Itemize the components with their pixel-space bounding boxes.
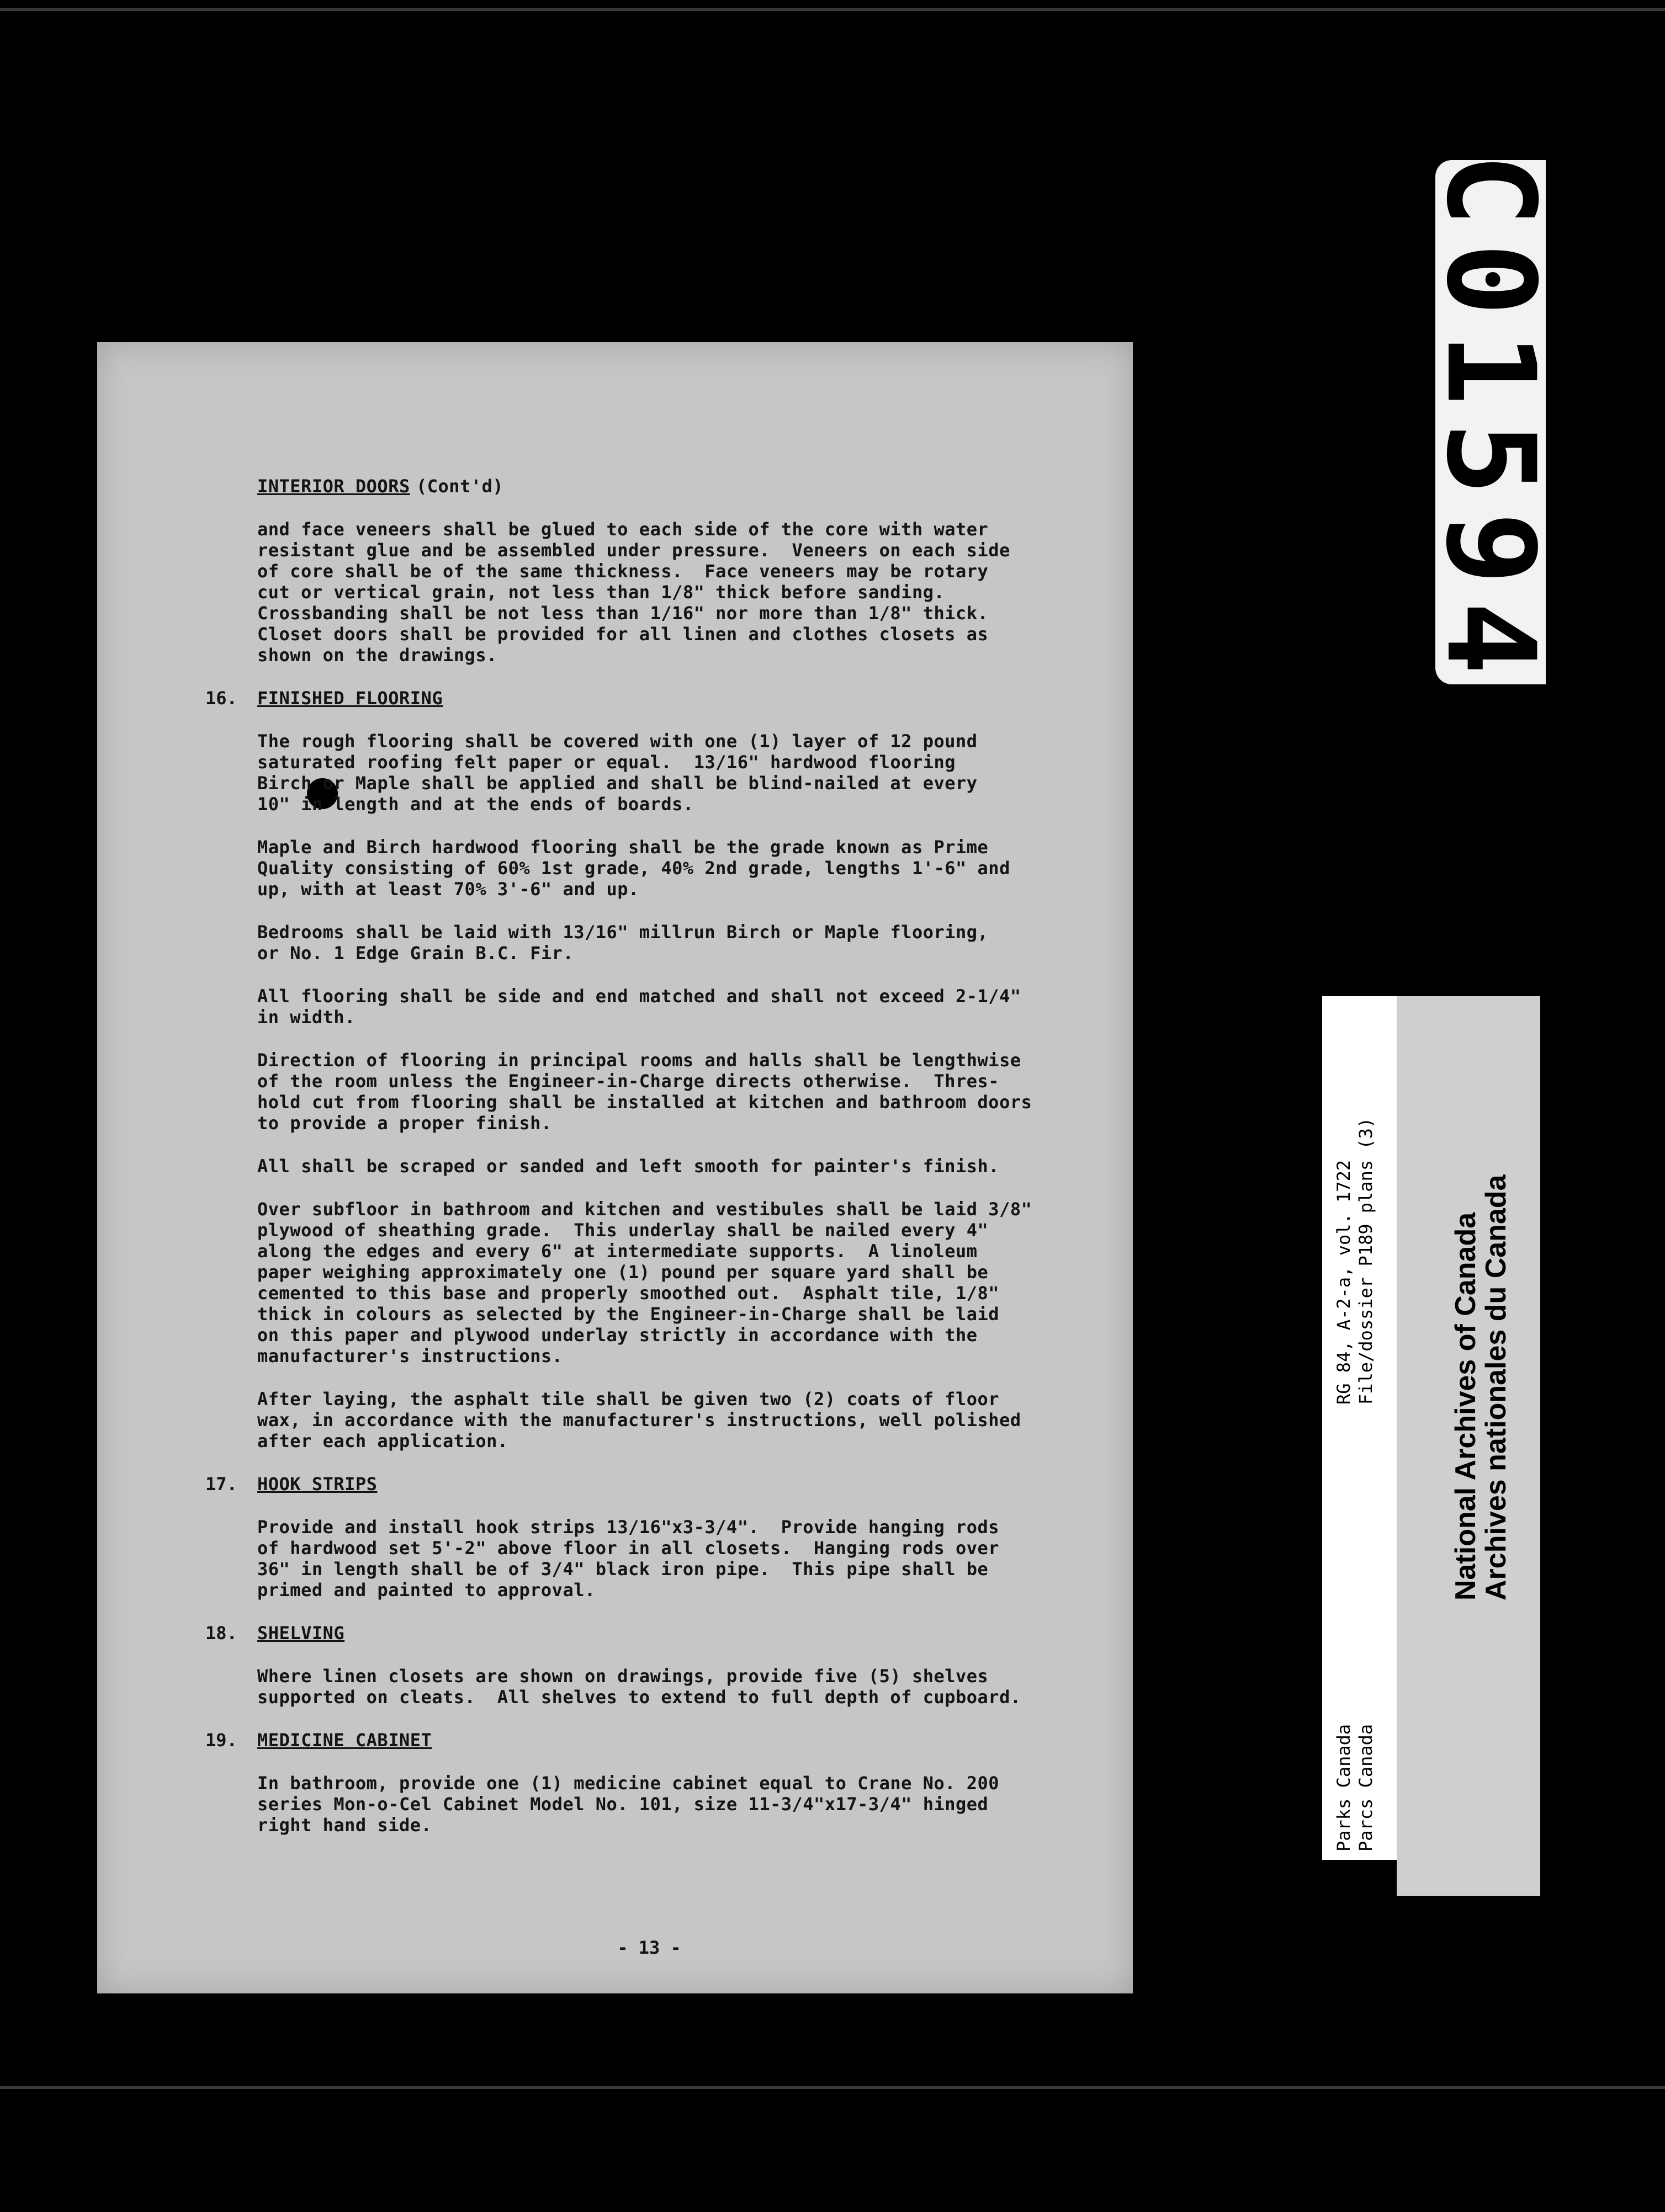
text-line: of core shall be of the same thickness. Face veneers may be rotary [257,561,989,582]
text-line: saturated roofing felt paper or equal. 13/16" hardwood flooring [257,752,956,773]
section-17-title: HOOK STRIPS [257,1474,378,1495]
text-line: cemented to this base and properly smoothed out. Asphalt tile, 1/8" [257,1283,1000,1304]
parks-canada-line-2: Parcs Canada [1355,1724,1376,1852]
text-line: Where linen closets are shown on drawings, provide five (5) shelves [257,1666,989,1687]
section-18-number: 18. [205,1623,237,1644]
text-line: Maple and Birch hardwood flooring shall be the grade known as Prime [257,837,989,858]
text-line: Provide and install hook strips 13/16"x3-3/4". Provide hanging rods [257,1517,1000,1538]
text-line: Crossbanding shall be not less than 1/16" nor more than 1/8" thick. [257,603,989,624]
text-line: to provide a proper finish. [257,1113,552,1134]
text-line: The rough flooring shall be covered with one (1) layer of 12 pound [257,731,978,752]
text-line: Quality consisting of 60% 1st grade, 40% 2nd grade, lengths 1'-6" and [257,858,1010,879]
document-text [97,342,1133,1993]
text-line: of the room unless the Engineer-in-Charge directs otherwise. Thres- [257,1071,1000,1092]
text-line: cut or vertical grain, not less than 1/8" thick before sanding. [257,582,945,603]
text-line: after each application. [257,1431,508,1451]
text-line: supported on cleats. All shelves to extend to full depth of cupboard. [257,1687,1021,1708]
archives-line-2: Archives nationales du Canada [1480,1174,1512,1600]
page-number: - 13 - [617,1937,681,1958]
text-line: Closet doors shall be provided for all linen and clothes closets as [257,624,989,645]
text-line: After laying, the asphalt tile shall be given two (2) coats of floor [257,1389,1000,1410]
film-frame-bottom-line [0,2086,1665,2089]
text-line: plywood of sheathing grade. This underlay shall be nailed every 4" [257,1220,989,1241]
archives-line-1: National Archives of Canada [1450,1212,1482,1600]
text-line: In bathroom, provide one (1) medicine cabinet equal to Crane No. 200 [257,1773,1000,1794]
text-line: series Mon-o-Cel Cabinet Model No. 101, size 11-3/4"x17-3/4" hinged [257,1794,989,1815]
text-line: in width. [257,1007,356,1028]
text-line: and face veneers shall be glued to each side of the core with water [257,519,989,540]
text-line: or No. 1 Edge Grain B.C. Fir. [257,943,574,964]
text-line: up, with at least 70% 3'-6" and up. [257,879,639,900]
text-line: wax, in accordance with the manufacturer's instructions, well polished [257,1410,1021,1431]
text-line: 36" in length shall be of 3/4" black iron pipe. This pipe shall be [257,1559,989,1580]
reference-line-2: File/dossier P189 plans (3) [1355,1117,1376,1405]
text-line: hold cut from flooring shall be installed at kitchen and bathroom doors [257,1092,1032,1113]
text-line: of hardwood set 5'-2" above floor in all closets. Hanging rods over [257,1538,1000,1559]
section-17-number: 17. [205,1474,237,1495]
national-archives-label [1397,996,1540,1896]
text-line: along the edges and every 6" at intermediate supports. A linoleum [257,1241,978,1262]
text-line: manufacturer's instructions. [257,1346,563,1366]
heading-interior-doors-suffix: (Cont'd) [416,476,504,497]
text-line: primed and painted to approval. [257,1580,596,1600]
text-line: All shall be scraped or sanded and left smooth for painter's finish. [257,1156,1000,1177]
text-line: 10" in length and at the ends of boards. [257,794,694,815]
film-number: C01594 [1420,153,1561,692]
text-line: thick in colours as selected by the Engineer-in-Charge shall be laid [257,1304,1000,1325]
film-frame-top-line [0,8,1665,11]
reference-line-1: RG 84, A-2-a, vol. 1722 [1333,1160,1354,1405]
section-18-title: SHELVING [257,1623,345,1644]
text-line: Direction of flooring in principal rooms and halls shall be lengthwise [257,1050,1021,1071]
reference-label [1322,996,1397,1860]
parks-canada-line-1: Parks Canada [1333,1724,1354,1852]
text-line: shown on the drawings. [257,645,497,666]
text-line: right hand side. [257,1815,432,1836]
document-page [97,342,1133,1993]
text-line: Bedrooms shall be laid with 13/16" millrun Birch or Maple flooring, [257,922,989,943]
section-16-number: 16. [205,688,237,709]
section-16-title: FINISHED FLOORING [257,688,443,709]
heading-interior-doors: INTERIOR DOORS [257,476,410,497]
text-line: on this paper and plywood underlay strictly in accordance with the [257,1325,978,1346]
section-19-title: MEDICINE CABINET [257,1730,432,1751]
text-line: Over subfloor in bathroom and kitchen and vestibules shall be laid 3/8" [257,1199,1032,1220]
text-line: paper weighing approximately one (1) pound per square yard shall be [257,1262,989,1283]
text-line: All flooring shall be side and end matched and shall not exceed 2-1/4" [257,986,1021,1007]
text-line: resistant glue and be assembled under pressure. Veneers on each side [257,540,1010,561]
section-19-number: 19. [205,1730,237,1751]
text-line: Birch or Maple shall be applied and shall be blind-nailed at every [257,773,978,794]
